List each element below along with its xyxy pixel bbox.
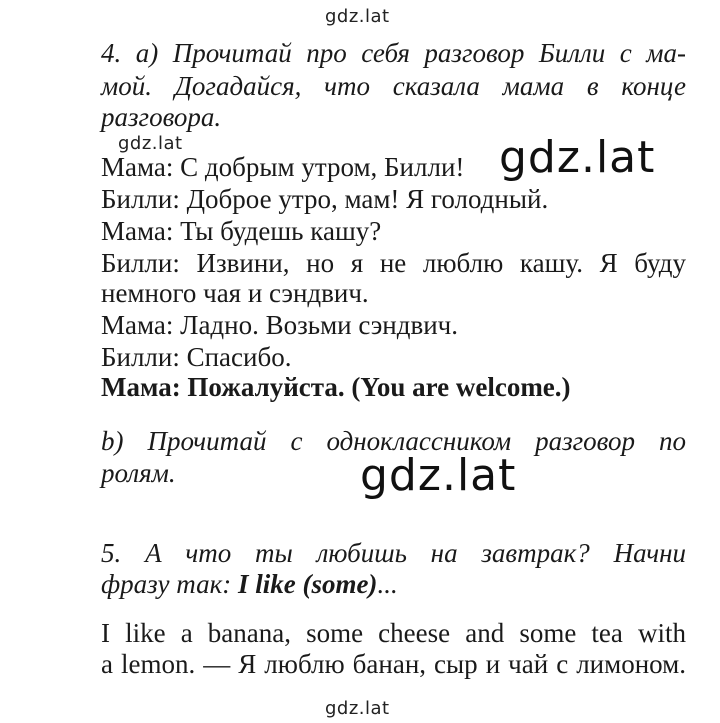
task5-line2-bold: I like (some) xyxy=(237,569,378,599)
task4-intro-line3: разговора. xyxy=(101,102,222,132)
task4-part-b-line2: ролям. xyxy=(101,458,176,488)
task5-answer-line1: I like a banana, some cheese and some tea with xyxy=(101,618,686,648)
watermark-bottom: gdz.lat xyxy=(325,698,390,719)
dialog-line-6: Билли: Спасибо. xyxy=(101,342,292,372)
task5-answer-line2: a lemon. — Я люблю банан, сыр и чай с лимоном. xyxy=(101,649,686,679)
task5-line1: 5. А что ты любишь на завтрак? Начни xyxy=(101,538,686,568)
watermark-mid-left: gdz.lat xyxy=(118,133,183,154)
task5-line2-prefix: фразу так: xyxy=(101,569,238,599)
task5-line2-suffix: ... xyxy=(377,569,398,599)
task4-part-b-line1: b) Прочитай с одноклассником разговор по xyxy=(101,426,686,456)
task4-intro-line1: 4. a) Прочитай про себя разговор Билли с ма- xyxy=(101,38,686,68)
watermark-top: gdz.lat xyxy=(325,6,390,27)
watermark-big-1: gdz.lat xyxy=(493,132,661,183)
dialog-line-1: Мама: С добрым утром, Билли! xyxy=(101,152,465,182)
dialog-line-7: Мама: Пожалуйста. (You are welcome.) xyxy=(101,372,571,402)
dialog-line-3: Мама: Ты будешь кашу? xyxy=(101,216,382,246)
dialog-line-5: Мама: Ладно. Возьми сэндвич. xyxy=(101,310,458,340)
dialog-line-4b: немного чая и сэндвич. xyxy=(101,278,369,308)
dialog-line-2: Билли: Доброе утро, мам! Я голодный. xyxy=(101,184,549,214)
watermark-big-2: gdz.lat xyxy=(360,450,517,501)
task5-line2 xyxy=(101,571,398,598)
dialog-line-4a: Билли: Извини, но я не люблю кашу. Я буду xyxy=(101,248,686,278)
task4-intro-line2: мой. Догадайся, что сказала мама в конце xyxy=(101,71,686,101)
